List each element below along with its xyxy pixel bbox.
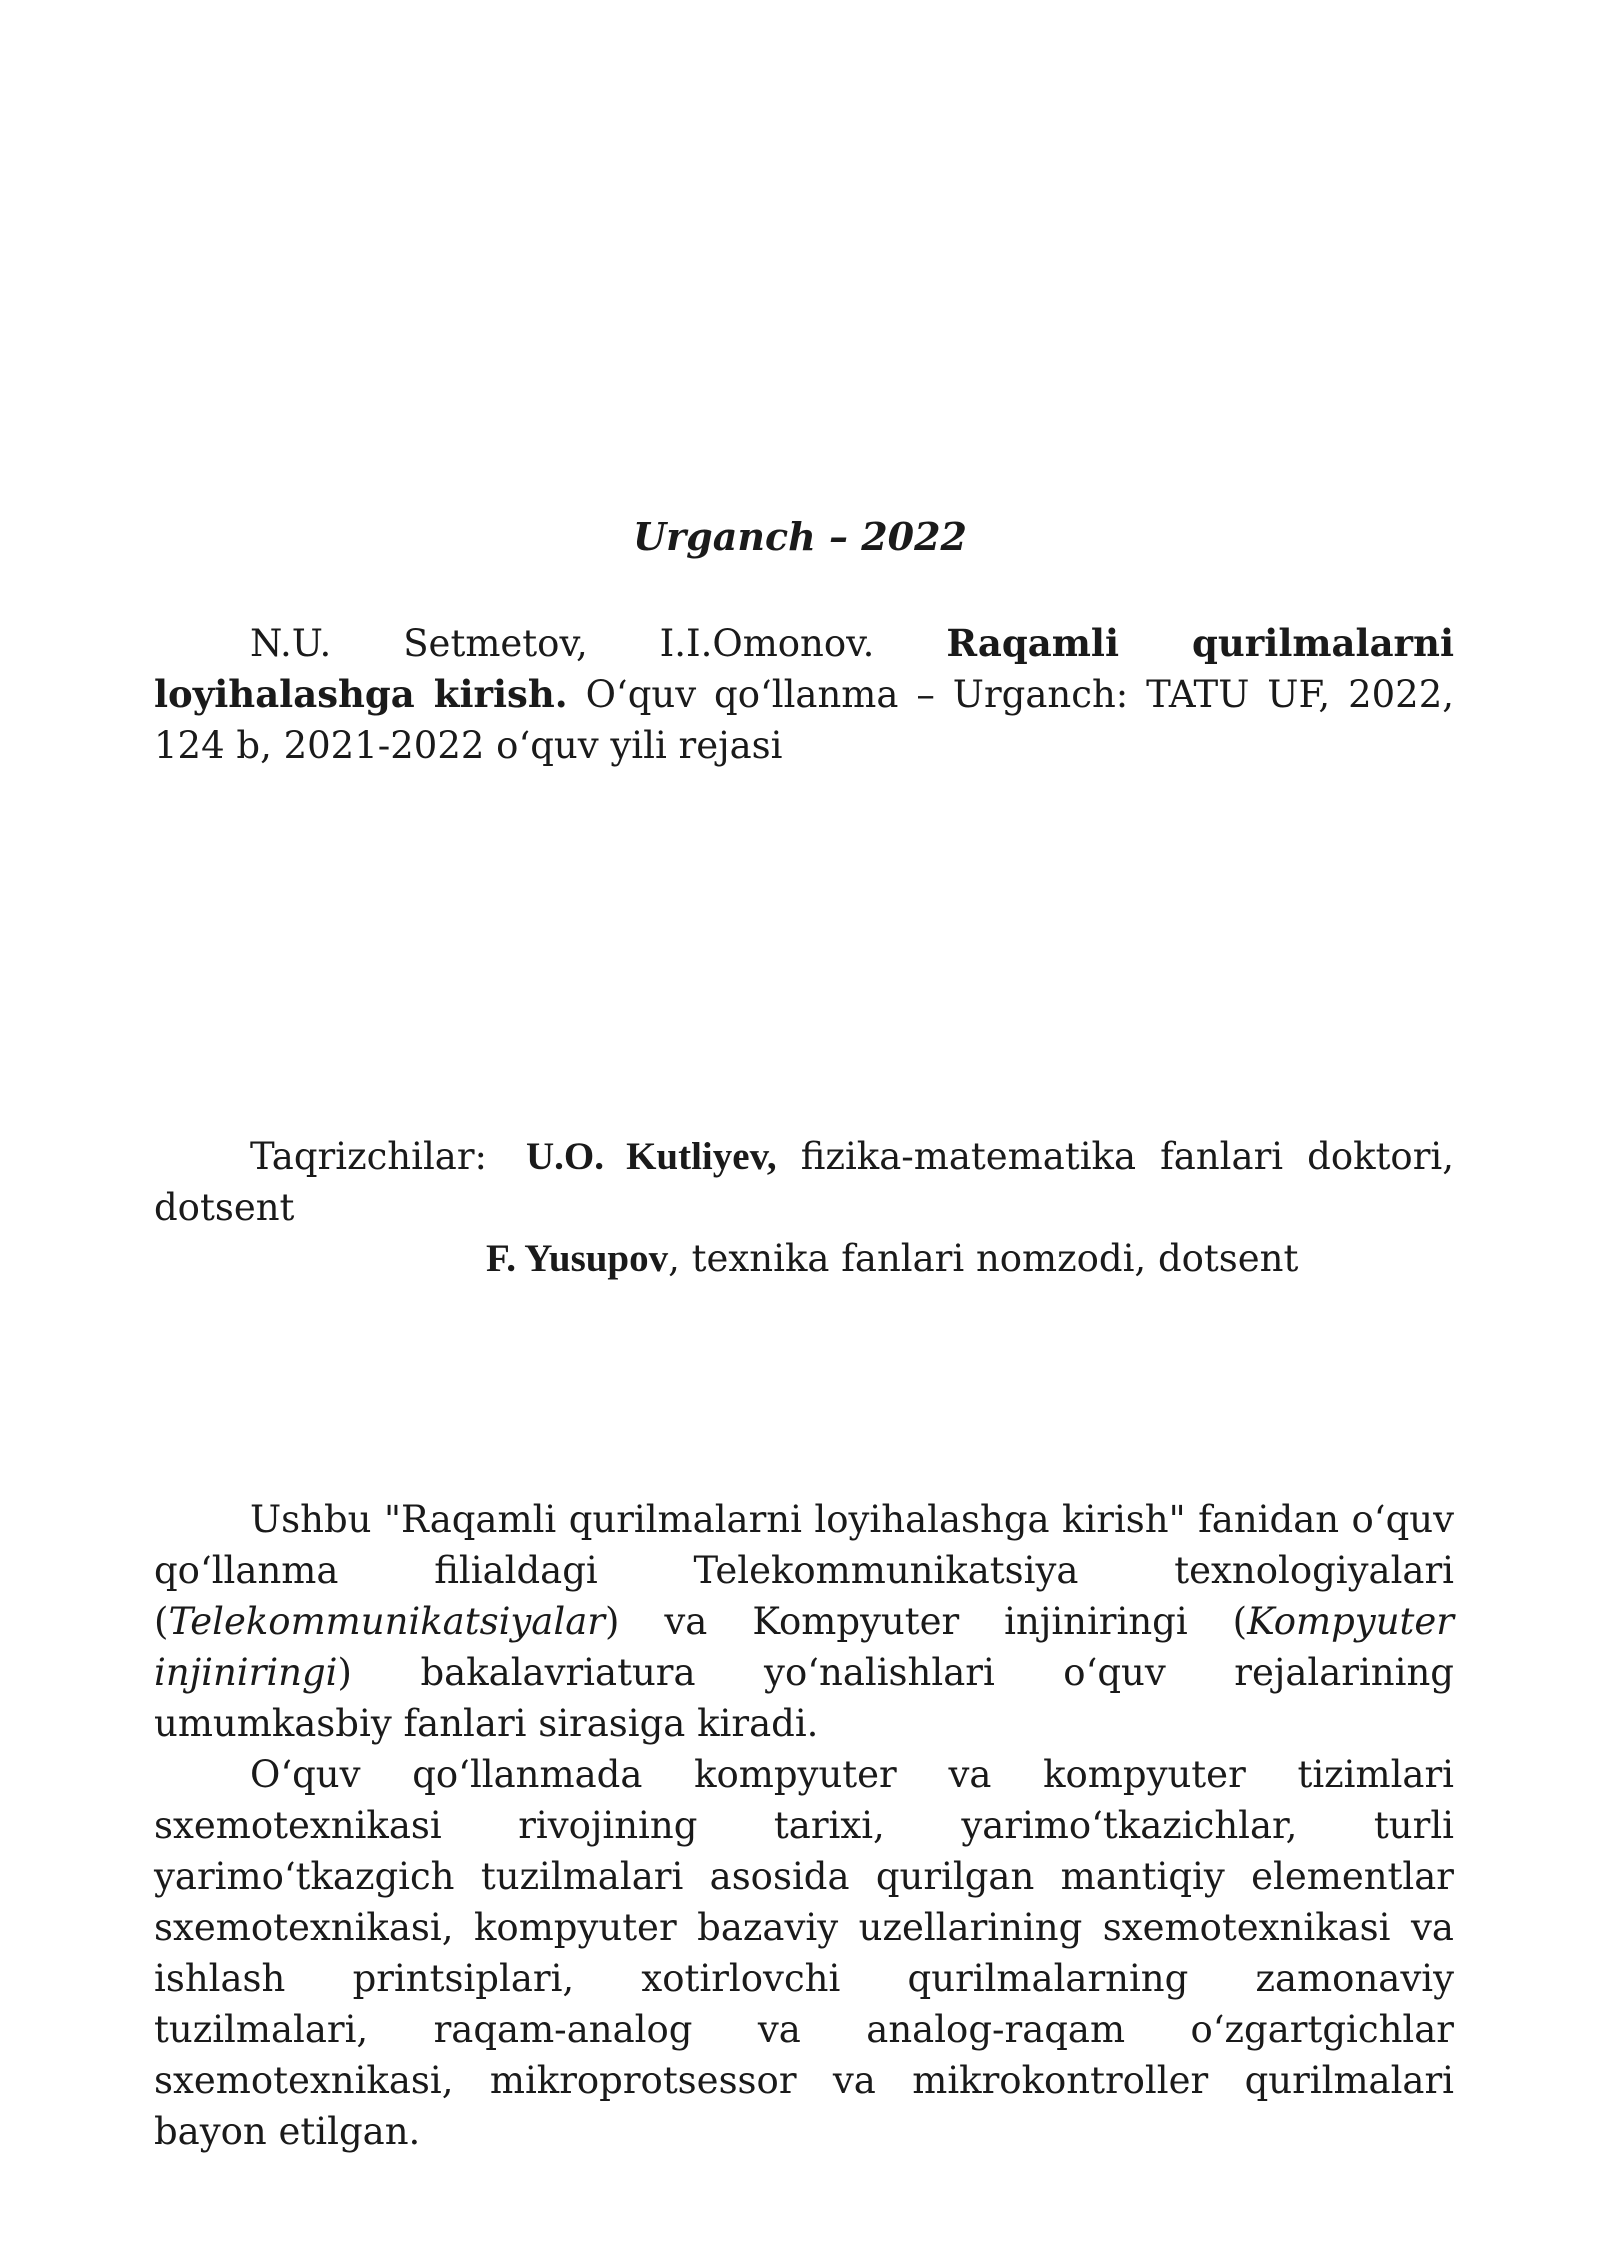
abstract-p1-text-e: ) bakalavriatura yo‘nalishlari o‘quv rejalarining umumkasbiy fanlari sirasiga kiradi. [154, 1651, 1454, 1745]
place-year: Urganch – 2022 [633, 514, 967, 559]
abstract-p1-italic-engineering: Kompyuter injiniringi [154, 1600, 1454, 1694]
abstract-paragraph-1 [154, 1494, 1454, 1749]
reviewer-line-1 [154, 1131, 1454, 1233]
reviewers-label: Taqrizchilar: [250, 1135, 487, 1178]
reviewer-credentials-2: , texnika fanlari nomzodi, dotsent [668, 1237, 1299, 1280]
citation-authors: N.U. Setmetov, I.I.Omonov. [250, 622, 875, 665]
reviewer-line-2 [154, 1233, 1454, 1284]
abstract-p1-italic-telecom: Telekommunikatsiyalar [168, 1600, 605, 1643]
reviewer-credentials-1: fizika-matematika fanlari doktori, dotsent [154, 1135, 1454, 1229]
citation-title: Raqamli qurilmalarni loyihalashga kirish. [154, 621, 1454, 716]
reviewers-block [154, 1131, 1454, 1284]
abstract [154, 1494, 1454, 2157]
citation-details: O‘quv qo‘llanma – Urganch: TATU UF, 2022, 124 b, 2021-2022 o‘quv yili rejasi [154, 673, 1454, 767]
bibliographic-citation [154, 618, 1454, 771]
reviewer-name-1: U.O. Kutliyev, [526, 1135, 777, 1178]
abstract-p1-text-c: ) va Kompyuter injiniringi ( [604, 1600, 1248, 1643]
abstract-p1-text-a: Ushbu "Raqamli qurilmalarni loyihalashga kirish" fanidan o‘quv qo‘llanma filialdagi Telekommunikatsiya texnologiyalari ( [154, 1498, 1454, 1643]
abstract-paragraph-2: O‘quv qo‘llanmada kompyuter va kompyuter tizimlari sxemotexnikasi rivojining tarixi, yarimo‘tkazichlar, turli yarimo‘tkazgich tuzilmalari asosida qurilgan mantiqiy elementlar sxemotexnikasi, kompyuter bazaviy uzellarining sxemotexnikasi va ishlash printsiplari, xotirlovchi qurilmalarning zamonaviy tuzilmalari, raqam-analog va analog-raqam o‘zgartgichlar sxemotexnikasi, mikroprotsessor va mikrokontroller qurilmalari bayon etilgan. [154, 1753, 1454, 2153]
reviewer-name-2: F. Yusupov [486, 1237, 669, 1280]
